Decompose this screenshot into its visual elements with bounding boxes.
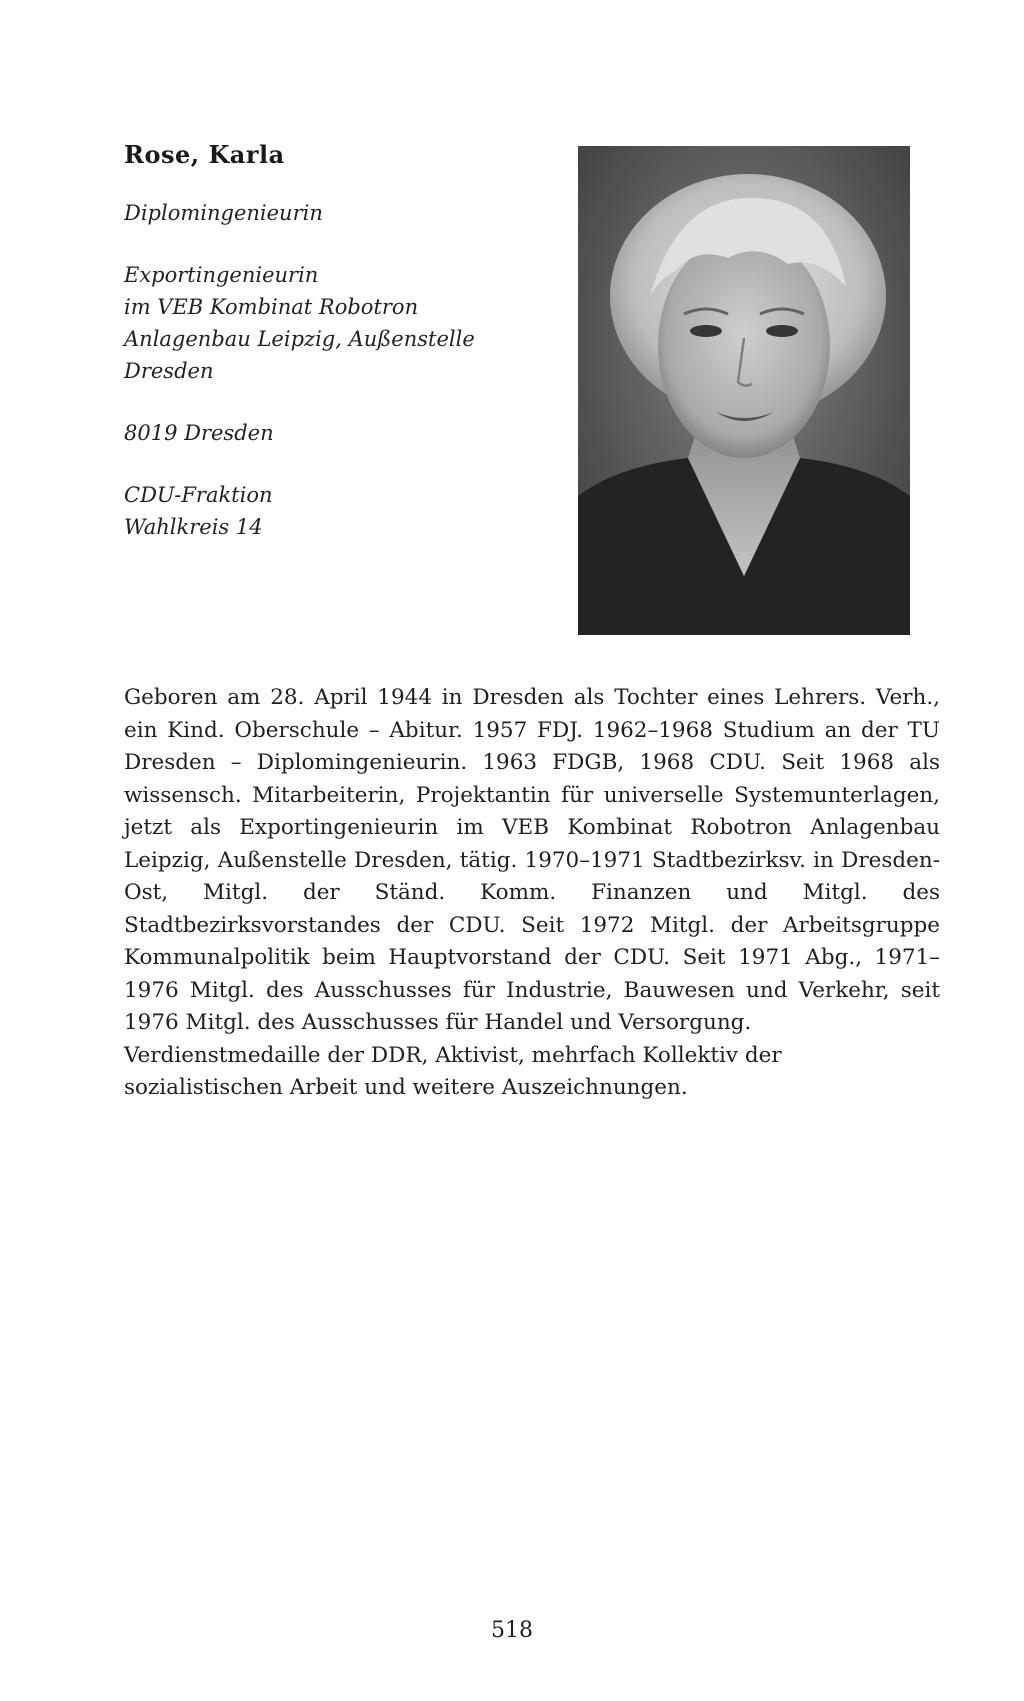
position-line: Dresden [124,359,214,383]
page-number: 518 [491,1618,533,1643]
faction: CDU-Fraktion [124,483,273,507]
faction-block [124,479,554,543]
position-line: Exportingenieurin [124,263,319,287]
portrait-photo [578,146,910,635]
qualification: Diplomingenieurin [124,201,323,225]
biography [124,682,940,1105]
constituency: Wahlkreis 14 [124,515,263,539]
biography-text: Geboren am 28. April 1944 in Dresden als Tochter eines Lehrers. Verh., ein Kind. Oberschule – Abitur. 1957 FDJ. 1962–1968 Studium an der TU Dresden – Diplomingenieurin. 1963 FDGB, 1968 CDU. Seit 1968 als wissensch. Mitarbeiterin, Projektantin für universelle Systemunterlagen, jetzt als Exportingenieurin im VEB Kombinat Robotron Anlagenbau Leipzig, Außenstelle Dresden, tätig. 1970–1971 Stadtbezirksv. in Dresden-Ost, Mitgl. der Ständ. Komm. Finanzen und Mitgl. des Stadtbezirksvorstandes der CDU. Seit 1972 Mitgl. der Arbeitsgruppe Kommunalpolitik beim Hauptvorstand der CDU. Seit 1971 Abg., 1971–1976 Mitgl. des Ausschusses für Industrie, Bauwesen und Verkehr, seit 1976 Mitgl. des Ausschusses für Handel und Versorgung. [124,685,940,1035]
photo-tint [578,146,910,635]
person-details [124,197,554,573]
position-line: im VEB Kombinat Robotron [124,295,419,319]
position-block [124,259,554,387]
awards-text: Verdienstmedaille der DDR, Aktivist, mehrfach Kollektiv der sozialistischen Arbeit und weitere Auszeichnungen. [124,1042,782,1100]
address: 8019 Dresden [124,421,274,445]
position-line: Anlagenbau Leipzig, Außenstelle [124,327,475,351]
person-name: Rose, Karla [124,140,285,169]
portrait-photo-icon [578,146,910,635]
